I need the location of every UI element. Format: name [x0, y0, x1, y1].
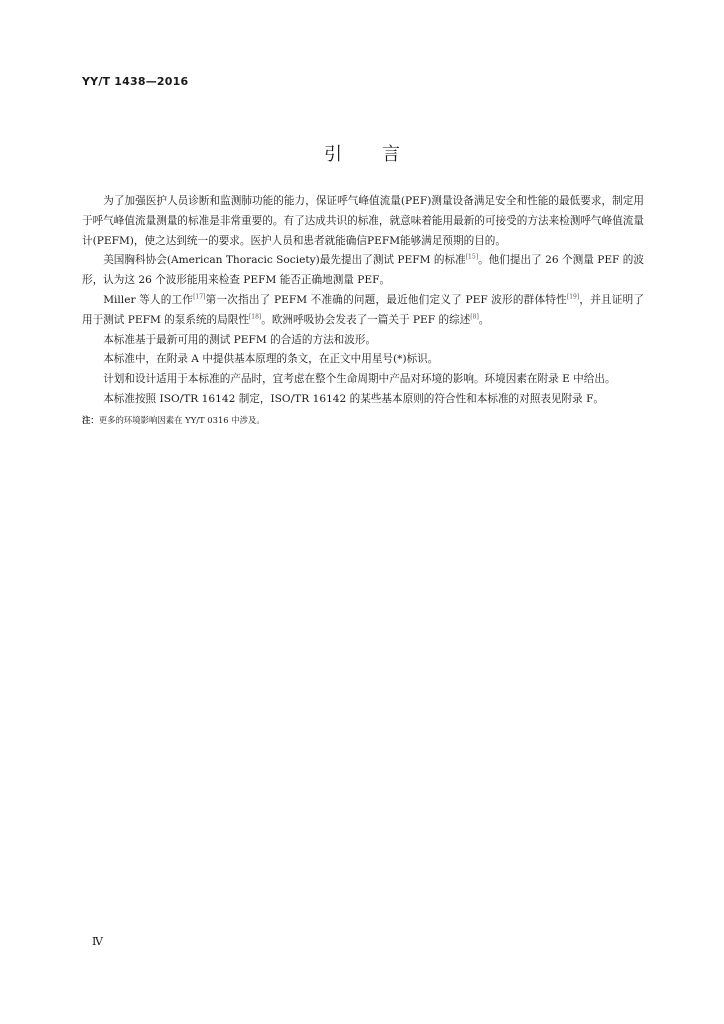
paragraph-3-text-a: Miller 等人的工作 [103, 293, 194, 306]
paragraph-4: 本标准基于最新可用的测试 PEFM 的合适的方法和波形。 [103, 333, 377, 346]
citation-ref-15[interactable]: [15] [465, 253, 479, 261]
page-number: Ⅳ [92, 935, 103, 948]
standard-code-header: YY/T 1438—2016 [82, 75, 189, 88]
note-text: 更多的环境影响因素在 YY/T 0316 中涉及。 [98, 414, 265, 425]
citation-ref-18[interactable]: [18] [248, 313, 262, 321]
paragraph-3-text-b: 第一次指出了 PEFM 不准确的问题，最近他们定义了 PEF 波形的群体特性 [205, 293, 567, 306]
citation-ref-19[interactable]: [19] [566, 293, 580, 301]
note [82, 412, 644, 428]
note-label: 注： [82, 414, 99, 425]
paragraph-7: 本标准按照 ISO/TR 16142 制定，ISO/TR 16142 的某些基本原则的符合性和本标准的对照表见附录 F。 [103, 392, 605, 405]
paragraph-1: 为了加强医护人员诊断和监测肺功能的能力，保证呼气峰值流量(PEF)测量设备满足安全和性能的最低要求，制定用于呼气峰值流量测量的标准是非常重要的。有了达成共识的标准，就意味着能用最新的可接受的方法来检测呼气峰值流量计(PEFM)，使之达到统一的要求。医护人员和患者就能确信PEFM能够满足预期的目的。 [82, 195, 644, 247]
paragraph-3 [82, 291, 644, 331]
section-title-introduction: 引言 [324, 144, 440, 165]
citation-ref-17[interactable]: [17] [193, 293, 206, 301]
introduction-body [82, 192, 644, 428]
paragraph-2 [82, 251, 644, 291]
paragraph-5: 本标准中，在附录 A 中提供基本原理的条文，在正文中用星号(*)标识。 [103, 353, 439, 366]
paragraph-3-text-c: ，并且证明了用于测试 PEFM 的泵系统的局限性 [82, 293, 644, 326]
paragraph-3-text-e: 。 [478, 313, 490, 326]
paragraph-2-text-a: 美国胸科协会(American Thoracic Society)最先提出了测试 PEFM 的标准 [103, 254, 466, 267]
paragraph-3-text-d: 。欧洲呼吸协会发表了一篇关于 PEF 的综述 [261, 313, 471, 326]
citation-ref-8[interactable]: [8] [470, 313, 479, 321]
paragraph-6: 计划和设计适用于本标准的产品时，宜考虑在整个生命周期中产品对环境的影响。环境因素在附录 E 中给出。 [103, 373, 616, 386]
paragraph-2-text-b: 。他们提出了 26 个测量 PEF 的波形，认为这 26 个波形能用来检查 PEFM 能否正确地测量 PEF。 [82, 254, 644, 287]
